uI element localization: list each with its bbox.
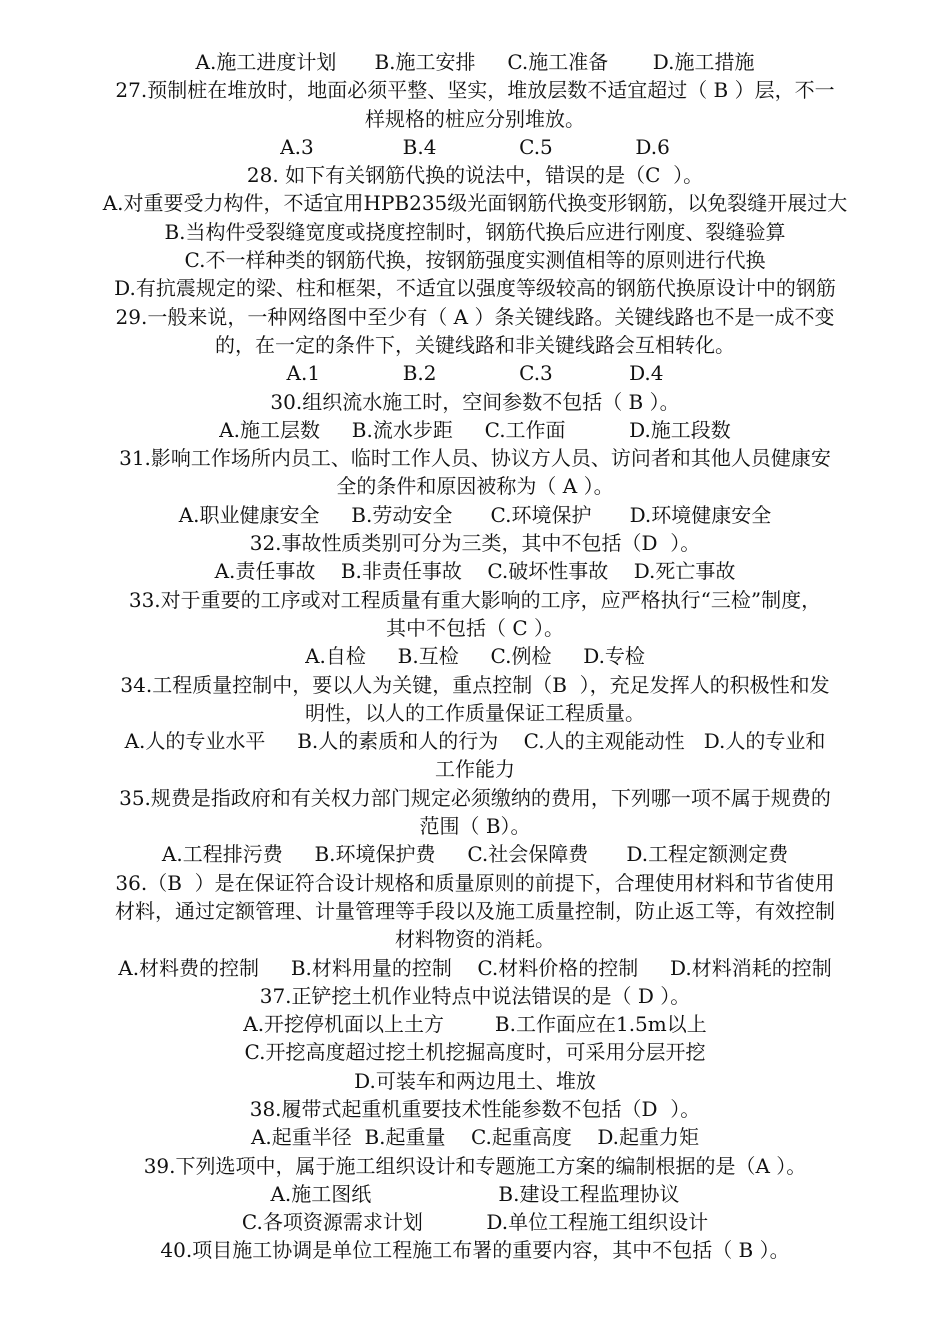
text-line-25: A.人的专业水平 B.人的素质和人的行为 C.人的主观能动性 D.人的专业和 — [124, 729, 826, 754]
text-line-10: 29.一般来说，一种网络图中至少有（ A ）条关键线路。关键线路也不是一成不变 — [115, 304, 835, 329]
text-line-15: 31.影响工作场所内员工、临时工作人员、协议方人员、访问者和其他人员健康安 — [119, 446, 831, 471]
text-line-08: C.不一样种类的钢筋代换，按钢筋强度实测值相等的原则进行代换 — [184, 248, 766, 273]
text-line-14: A.施工层数 B.流水步距 C.工作面 D.施工段数 — [219, 417, 731, 442]
text-line-38: 38.履带式起重机重要技术性能参数不包括（D ）。 — [249, 1096, 701, 1121]
text-line-40: 39.下列选项中，属于施工组织设计和专题施工方案的编制根据的是（A ）。 — [143, 1153, 807, 1178]
text-line-39: A.起重半径 B.起重量 C.起重高度 D.起重力矩 — [250, 1125, 700, 1150]
text-line-27: 35.规费是指政府和有关权力部门规定必须缴纳的费用，下列哪一项不属于规费的 — [119, 785, 831, 810]
text-line-01: A.施工进度计划 B.施工安排 C.施工准备 D.施工措施 — [195, 50, 755, 74]
text-line-33: A.材料费的控制 B.材料用量的控制 C.材料价格的控制 D.材料消耗的控制 — [118, 955, 832, 980]
text-line-37: D.可装车和两边甩土、堆放 — [354, 1068, 596, 1093]
text-line-42: C.各项资源需求计划 D.单位工程施工组织设计 — [241, 1210, 709, 1235]
text-line-13: 30.组织流水施工时，空间参数不包括（ B ）。 — [270, 389, 680, 414]
text-line-32: 材料物资的消耗。 — [395, 927, 555, 952]
text-line-43: 40.项目施工协调是单位工程施工布署的重要内容，其中不包括（ B ）。 — [160, 1238, 790, 1263]
text-line-18: 32.事故性质类别可分为三类，其中不包括（D ）。 — [249, 531, 701, 556]
text-line-02: 27.预制桩在堆放时，地面必须平整、坚实，堆放层数不适宜超过（ B ）层，不一 — [115, 78, 835, 103]
text-line-11: 的，在一定的条件下，关键线路和非关键线路会互相转化。 — [215, 332, 735, 357]
text-line-41: A.施工图纸 B.建设工程监理协议 — [270, 1181, 680, 1206]
text-line-06: A.对重要受力构件，不适宜用HPB235级光面钢筋代换变形钢筋，以免裂缝开展过大 — [102, 191, 848, 216]
text-line-24: 明性，以人的工作质量保证工程质量。 — [305, 700, 645, 725]
text-line-09: D.有抗震规定的梁、柱和框架，不适宜以强度等级较高的钢筋代换原设计中的钢筋 — [114, 276, 836, 301]
text-line-26: 工作能力 — [435, 757, 515, 782]
text-line-19: A.责任事故 B.非责任事故 C.破坏性事故 D.死亡事故 — [214, 559, 736, 584]
text-line-21: 其中不包括（ C ）。 — [385, 615, 565, 640]
text-line-28: 范围（ B）。 — [419, 814, 531, 839]
text-line-31: 材料，通过定额管理、计量管理等手段以及施工质量控制，防止返工等，有效控制 — [115, 898, 835, 923]
text-line-29: A.工程排污费 B.环境保护费 C.社会保障费 D.工程定额测定费 — [161, 842, 789, 867]
text-line-22: A.自检 B.互检 C.例检 D.专检 — [305, 644, 645, 669]
text-line-07: B.当构件受裂缝宽度或挠度控制时，钢筋代换后应进行刚度、裂缝验算 — [164, 219, 786, 244]
text-line-12: A.1 B.2 C.3 D.4 — [286, 361, 664, 386]
text-line-36: C.开挖高度超过挖土机挖掘高度时，可采用分层开挖 — [244, 1040, 706, 1065]
text-line-05: 28. 如下有关钢筋代换的说法中，错误的是（C ）。 — [246, 163, 704, 188]
text-line-35: A.开挖停机面以上土方 B.工作面应在1.5m以上 — [243, 1012, 707, 1037]
text-line-16: 全的条件和原因被称为（ A ）。 — [336, 474, 614, 499]
text-line-04: A.3 B.4 C.5 D.6 — [280, 134, 670, 159]
text-line-23: 34.工程质量控制中，要以人为关键，重点控制（B ），充足发挥人的积极性和发 — [120, 672, 830, 697]
text-line-17: A.职业健康安全 B.劳动安全 C.环境保护 D.环境健康安全 — [178, 502, 772, 527]
text-line-34: 37.正铲挖土机作业特点中说法错误的是（ D ）。 — [259, 983, 691, 1008]
text-line-20: 33.对于重要的工序或对工程质量有重大影响的工序，应严格执行“三检”制度， — [128, 587, 822, 612]
text-line-03: 样规格的桩应分别堆放。 — [365, 106, 585, 131]
text-line-30: 36.（B ）是在保证符合设计规格和质量原则的前提下，合理使用材料和节省使用 — [115, 870, 835, 895]
